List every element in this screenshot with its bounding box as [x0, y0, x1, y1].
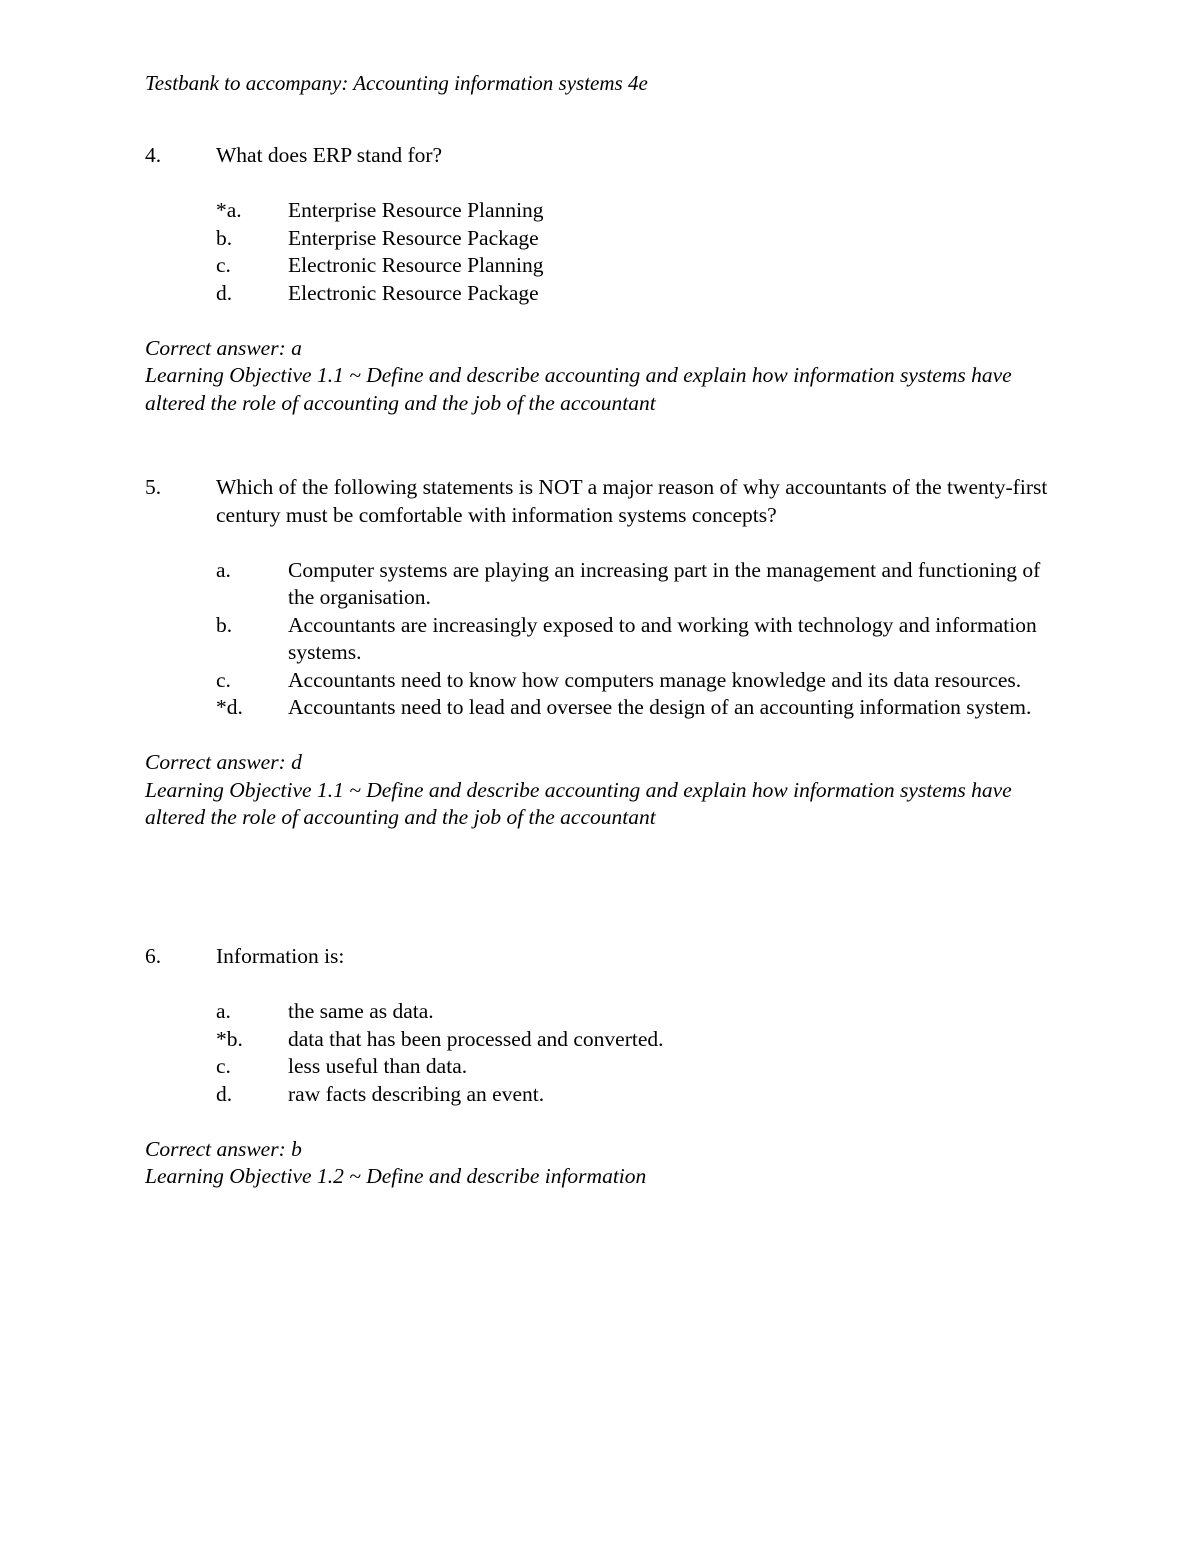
option-letter: a.	[216, 557, 231, 582]
question-6	[145, 943, 1065, 1191]
option-text: Enterprise Resource Package	[288, 225, 539, 250]
option-letter: c.	[216, 253, 231, 277]
correct-answer: Correct answer: a	[145, 335, 302, 360]
option-letter: a.	[216, 999, 231, 1023]
document-header: Testbank to accompany: Accounting information systems 4e	[145, 71, 648, 95]
option-letter: b.	[216, 612, 233, 637]
option-letter: c.	[216, 1054, 231, 1078]
question-stem	[145, 474, 1065, 529]
option-list	[216, 998, 1065, 1108]
learning-objective: Learning Objective 1.2 ~ Define and describe information	[145, 1164, 647, 1188]
option-letter: c.	[216, 667, 231, 692]
option-a	[216, 197, 1065, 225]
option-text: raw facts describing an event.	[288, 1081, 545, 1106]
option-d	[216, 694, 1065, 722]
option-text: data that has been processed and converted.	[288, 1026, 664, 1051]
question-number: 6.	[145, 944, 162, 968]
option-text: Enterprise Resource Planning	[288, 198, 544, 222]
option-b	[216, 1026, 1065, 1054]
correct-answer: Correct answer: d	[145, 750, 302, 774]
option-d	[216, 1081, 1065, 1109]
option-a	[216, 998, 1065, 1026]
option-a	[216, 557, 1065, 612]
option-letter: *d.	[216, 695, 243, 719]
option-c	[216, 1053, 1065, 1081]
question-stem	[145, 943, 1065, 971]
option-text: Electronic Resource Package	[288, 280, 539, 305]
question-text: What does ERP stand for?	[216, 143, 443, 167]
option-letter: d.	[216, 280, 233, 305]
question-text: Information is:	[216, 944, 345, 968]
option-text: Accountants need to know how computers manage knowledge and its data resources.	[288, 667, 1022, 692]
option-text: Accountants are increasingly exposed to and working with technology and information systems.	[288, 612, 1037, 664]
question-4	[145, 142, 1065, 417]
question-number: 5.	[145, 475, 162, 499]
answer-block	[145, 749, 1065, 832]
question-number: 4.	[145, 143, 162, 167]
option-c	[216, 667, 1065, 695]
option-letter: d.	[216, 1081, 233, 1106]
option-text: the same as data.	[288, 999, 434, 1023]
option-text: Computer systems are playing an increasing part in the management and functioning of the organisation.	[288, 557, 1041, 609]
option-text: Accountants need to lead and oversee the design of an accounting information system.	[288, 695, 1032, 719]
question-5	[145, 474, 1065, 832]
answer-block	[145, 335, 1065, 418]
answer-block	[145, 1136, 1065, 1191]
option-b	[216, 225, 1065, 253]
correct-answer: Correct answer: b	[145, 1136, 302, 1161]
option-list	[216, 557, 1065, 722]
learning-objective: Learning Objective 1.1 ~ Define and describe accounting and explain how information systems have altered the role of accounting and the job of the accountant	[145, 777, 1012, 829]
option-d	[216, 280, 1065, 308]
learning-objective: Learning Objective 1.1 ~ Define and describe accounting and explain how information systems have altered the role of accounting and the job of the accountant	[145, 363, 1012, 415]
option-text: less useful than data.	[288, 1054, 468, 1078]
question-stem	[145, 142, 1065, 170]
option-letter: *b.	[216, 1026, 243, 1051]
option-c	[216, 252, 1065, 280]
option-list	[216, 197, 1065, 307]
option-b	[216, 612, 1065, 667]
option-letter: b.	[216, 225, 233, 250]
question-text: Which of the following statements is NOT a major reason of why accountants of the twenty-first century must be comfortable with information systems concepts?	[216, 475, 1048, 527]
option-letter: *a.	[216, 198, 242, 222]
option-text: Electronic Resource Planning	[288, 253, 544, 277]
